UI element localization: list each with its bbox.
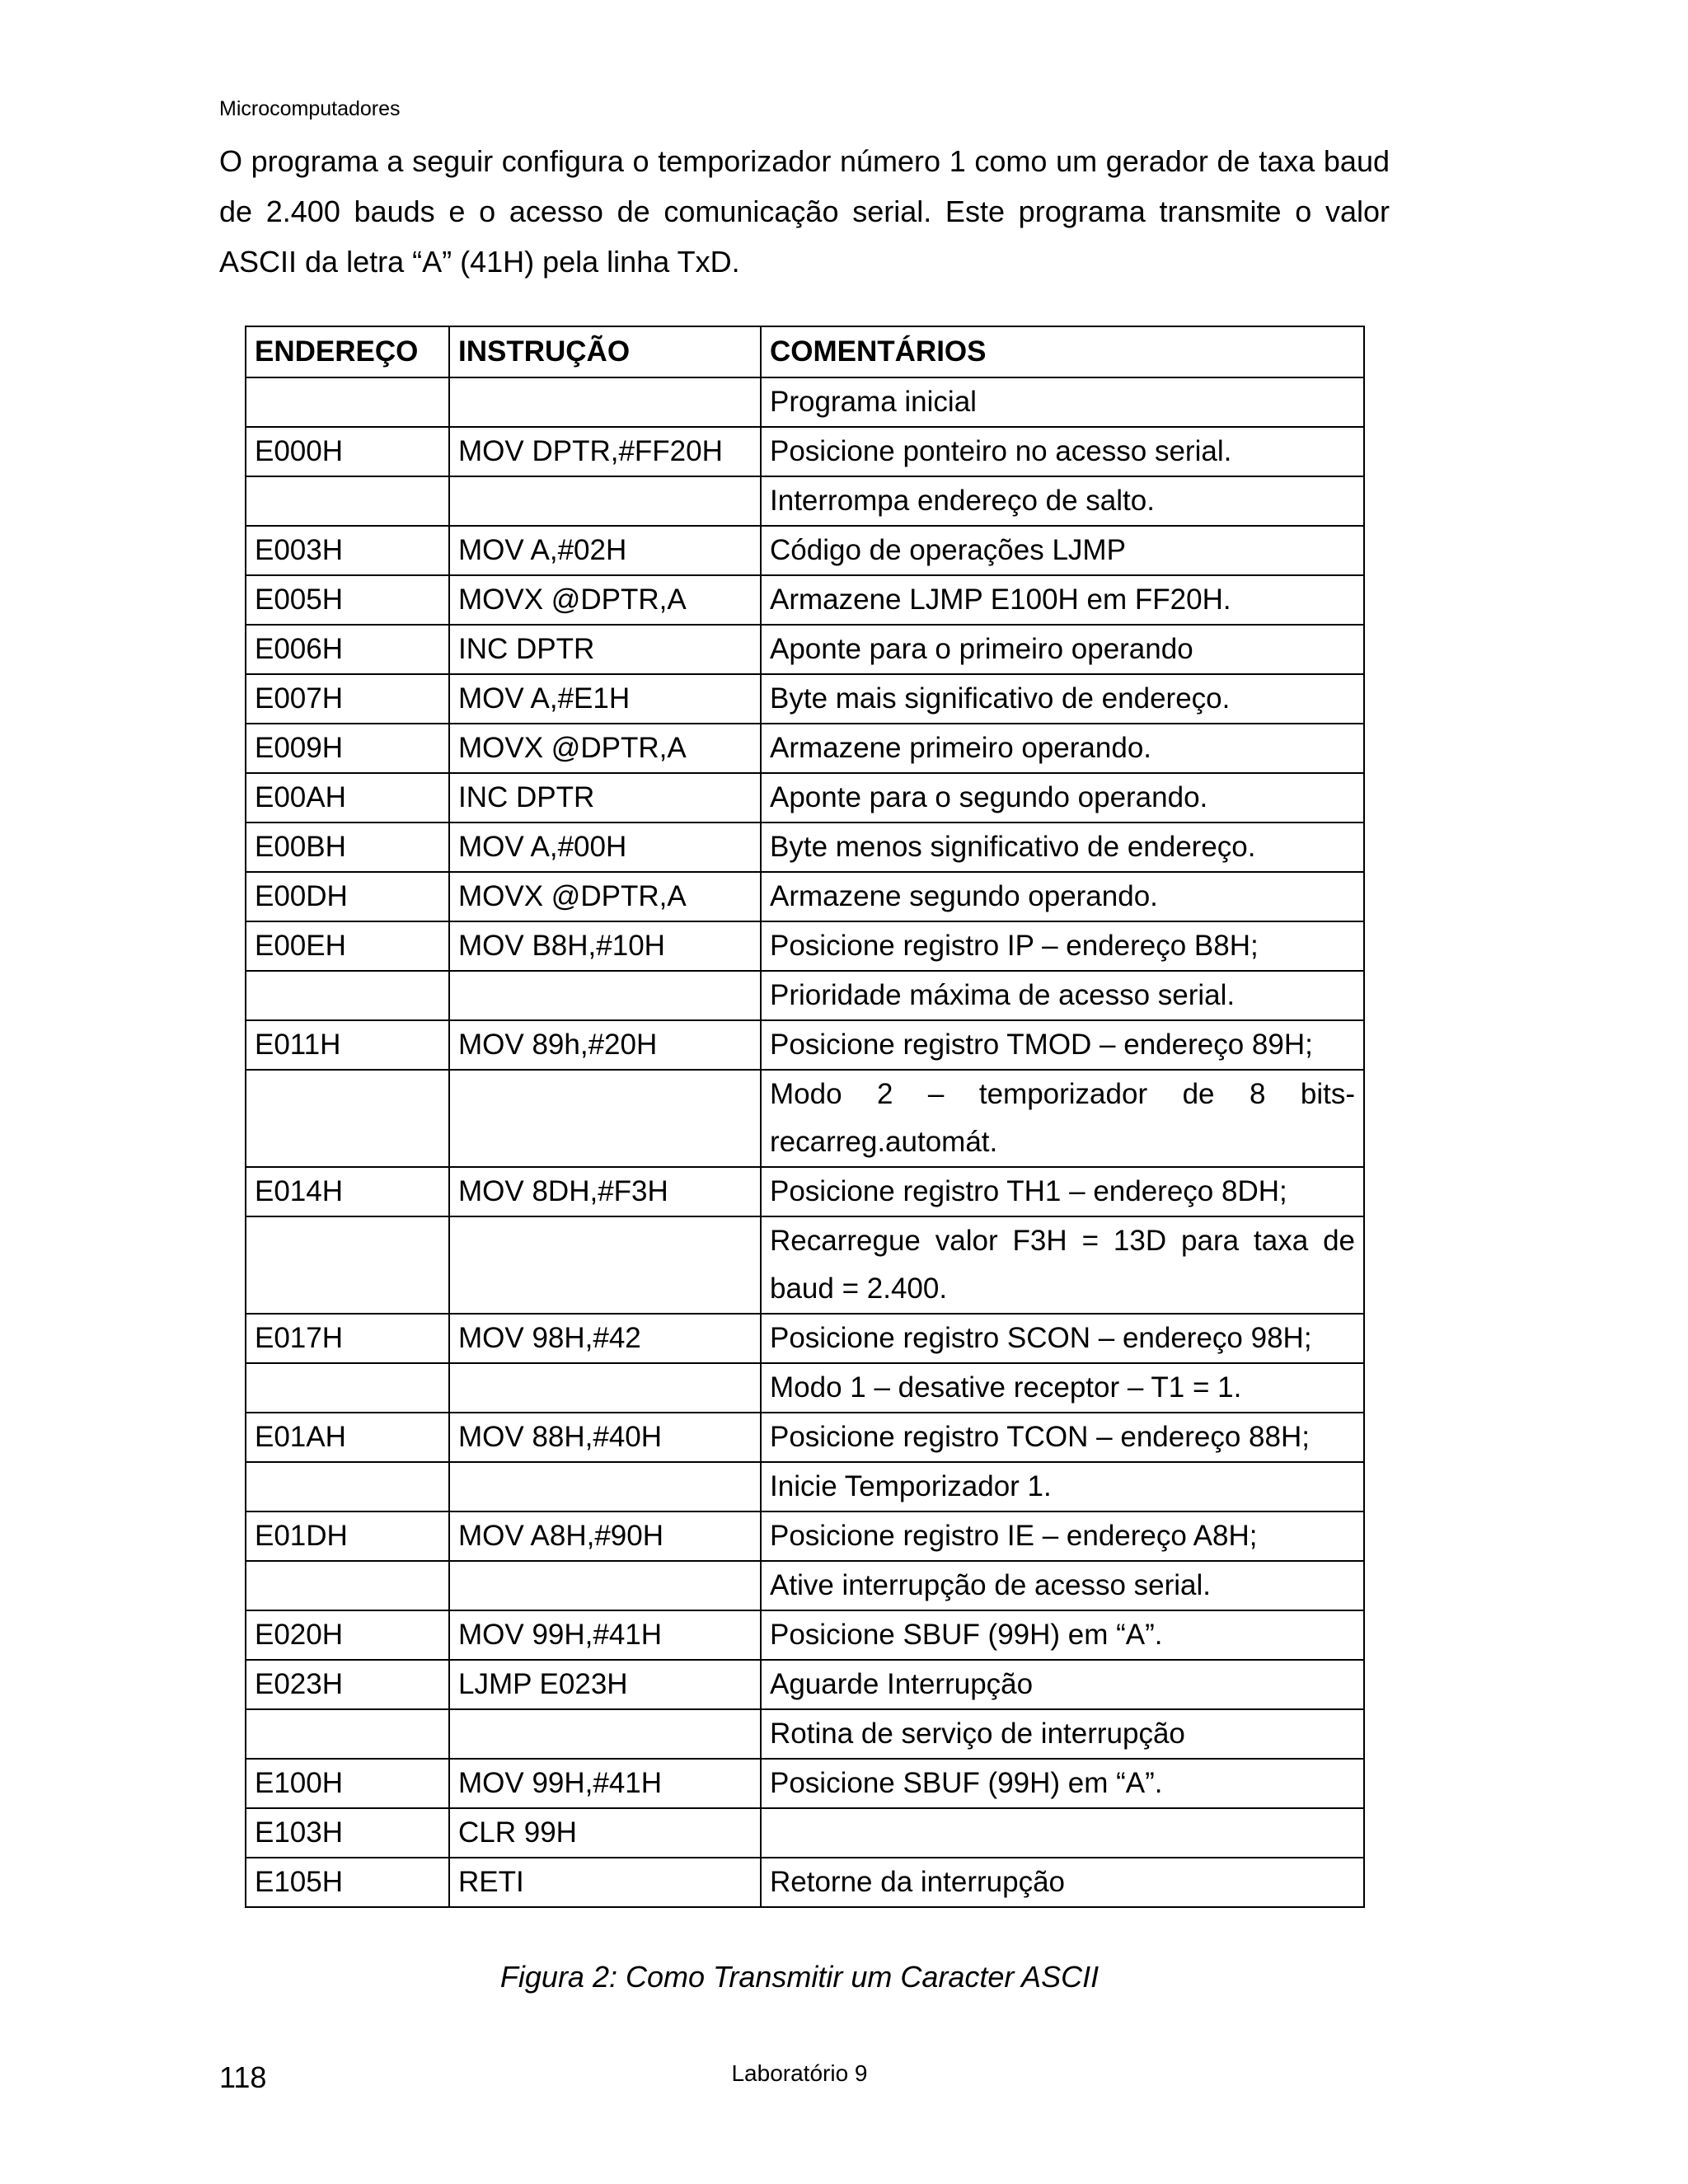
table-row (246, 575, 1364, 625)
instruction-cell (449, 1070, 761, 1167)
instruction-cell: INC DPTR (449, 773, 761, 823)
instruction-cell: INC DPTR (449, 625, 761, 674)
address-cell: E017H (246, 1314, 449, 1363)
table-row (246, 1314, 1364, 1363)
comment-cell: Programa inicial (761, 377, 1364, 427)
address-cell: E105H (246, 1858, 449, 1907)
table-row (246, 1660, 1364, 1709)
header-address: ENDEREÇO (246, 326, 449, 377)
table-row (246, 724, 1364, 773)
instruction-cell: MOV 89h,#20H (449, 1020, 761, 1070)
comment-cell: Posicione SBUF (99H) em “A”. (761, 1759, 1364, 1808)
instruction-cell (449, 1462, 761, 1511)
comment-cell: Posicione SBUF (99H) em “A”. (761, 1610, 1364, 1660)
table-row (246, 427, 1364, 476)
address-cell (246, 1216, 449, 1314)
address-cell: E103H (246, 1808, 449, 1858)
comment-cell: Posicione registro TMOD – endereço 89H; (761, 1020, 1364, 1070)
instruction-cell: MOV 8DH,#F3H (449, 1167, 761, 1216)
comment-cell: Interrompa endereço de salto. (761, 476, 1364, 526)
instruction-cell: CLR 99H (449, 1808, 761, 1858)
table-row (246, 1561, 1364, 1610)
address-cell (246, 1070, 449, 1167)
table-row (246, 1413, 1364, 1462)
comment-cell: Posicione registro SCON – endereço 98H; (761, 1314, 1364, 1363)
address-cell: E00EH (246, 921, 449, 971)
running-header: Microcomputadores (219, 97, 401, 120)
address-cell: E006H (246, 625, 449, 674)
comment-cell: Byte mais significativo de endereço. (761, 674, 1364, 724)
address-cell: E005H (246, 575, 449, 625)
address-cell: E007H (246, 674, 449, 724)
running-footer: Laboratório 9 (731, 2060, 868, 2086)
instruction-cell: MOV B8H,#10H (449, 921, 761, 971)
address-cell: E00AH (246, 773, 449, 823)
comment-cell: Armazene segundo operando. (761, 872, 1364, 921)
address-cell (246, 1709, 449, 1759)
instruction-cell: MOV A,#00H (449, 823, 761, 872)
program-table (245, 326, 1365, 1908)
instruction-cell (449, 1363, 761, 1413)
instruction-cell: MOV DPTR,#FF20H (449, 427, 761, 476)
table-row (246, 1216, 1364, 1314)
table-row (246, 1462, 1364, 1511)
comment-cell: Byte menos significativo de endereço. (761, 823, 1364, 872)
comment-cell: Inicie Temporizador 1. (761, 1462, 1364, 1511)
table-row (246, 377, 1364, 427)
instruction-cell (449, 971, 761, 1020)
table-row (246, 971, 1364, 1020)
instruction-cell: MOVX @DPTR,A (449, 724, 761, 773)
comment-cell: Modo 1 – desative receptor – T1 = 1. (761, 1363, 1364, 1413)
instruction-cell: MOVX @DPTR,A (449, 575, 761, 625)
instruction-cell: RETI (449, 1858, 761, 1907)
instruction-cell: MOVX @DPTR,A (449, 872, 761, 921)
intro-paragraph: O programa a seguir configura o temporizador número 1 como um gerador de taxa baud de 2.400 bauds e o acesso de comunicação serial. Este programa transmite o valor ASCII da letra “A” (41H) pela linha TxD. (219, 144, 1390, 279)
comment-cell: Aponte para o segundo operando. (761, 773, 1364, 823)
instruction-cell: MOV A8H,#90H (449, 1511, 761, 1561)
table-row (246, 1363, 1364, 1413)
table-row (246, 625, 1364, 674)
table-row (246, 921, 1364, 971)
table-row (246, 526, 1364, 575)
table-row (246, 1858, 1364, 1907)
address-cell: E01DH (246, 1511, 449, 1561)
table-row (246, 1709, 1364, 1759)
table-row (246, 1759, 1364, 1808)
comment-cell: Posicione registro TCON – endereço 88H; (761, 1413, 1364, 1462)
address-cell: E01AH (246, 1413, 449, 1462)
address-cell: E100H (246, 1759, 449, 1808)
comment-cell: Modo 2 – temporizador de 8 bits-recarreg.automát. (761, 1070, 1364, 1167)
instruction-cell: MOV 99H,#41H (449, 1759, 761, 1808)
comment-cell: Posicione registro IE – endereço A8H; (761, 1511, 1364, 1561)
comment-cell: Recarregue valor F3H = 13D para taxa de baud = 2.400. (761, 1216, 1364, 1314)
address-cell: E00DH (246, 872, 449, 921)
page-number: 118 (219, 2060, 267, 2094)
address-cell: E011H (246, 1020, 449, 1070)
address-cell (246, 1363, 449, 1413)
comment-cell (761, 1808, 1364, 1858)
instruction-cell (449, 1709, 761, 1759)
instruction-cell (449, 476, 761, 526)
instruction-cell: MOV A,#02H (449, 526, 761, 575)
table-header-row (246, 326, 1364, 377)
table-row (246, 1167, 1364, 1216)
address-cell: E003H (246, 526, 449, 575)
address-cell (246, 1561, 449, 1610)
instruction-cell: MOV 88H,#40H (449, 1413, 761, 1462)
comment-cell: Retorne da interrupção (761, 1858, 1364, 1907)
table-row (246, 1070, 1364, 1167)
comment-cell: Aguarde Interrupção (761, 1660, 1364, 1709)
comment-cell: Armazene primeiro operando. (761, 724, 1364, 773)
table-row (246, 674, 1364, 724)
instruction-cell (449, 1216, 761, 1314)
instruction-cell: MOV 98H,#42 (449, 1314, 761, 1363)
table-row (246, 1610, 1364, 1660)
table-row (246, 1020, 1364, 1070)
address-cell (246, 476, 449, 526)
comment-cell: Posicione ponteiro no acesso serial. (761, 427, 1364, 476)
table-row (246, 823, 1364, 872)
table-row (246, 872, 1364, 921)
address-cell: E00BH (246, 823, 449, 872)
comment-cell: Rotina de serviço de interrupção (761, 1709, 1364, 1759)
table-row (246, 1808, 1364, 1858)
address-cell (246, 377, 449, 427)
address-cell (246, 1462, 449, 1511)
address-cell: E014H (246, 1167, 449, 1216)
table-row (246, 1511, 1364, 1561)
comment-cell: Código de operações LJMP (761, 526, 1364, 575)
program-table-body (246, 377, 1364, 1907)
comment-cell: Prioridade máxima de acesso serial. (761, 971, 1364, 1020)
address-cell: E009H (246, 724, 449, 773)
comment-cell: Ative interrupção de acesso serial. (761, 1561, 1364, 1610)
address-cell (246, 971, 449, 1020)
instruction-cell (449, 1561, 761, 1610)
comment-cell: Posicione registro TH1 – endereço 8DH; (761, 1167, 1364, 1216)
figure-caption: Figura 2: Como Transmitir um Caracter ASCII (499, 1960, 1100, 1994)
table-row (246, 773, 1364, 823)
comment-cell: Aponte para o primeiro operando (761, 625, 1364, 674)
comment-cell: Armazene LJMP E100H em FF20H. (761, 575, 1364, 625)
header-comments: COMENTÁRIOS (761, 326, 1364, 377)
comment-cell: Posicione registro IP – endereço B8H; (761, 921, 1364, 971)
address-cell: E020H (246, 1610, 449, 1660)
address-cell: E023H (246, 1660, 449, 1709)
header-instruction: INSTRUÇÃO (449, 326, 761, 377)
instruction-cell: MOV 99H,#41H (449, 1610, 761, 1660)
address-cell: E000H (246, 427, 449, 476)
instruction-cell: MOV A,#E1H (449, 674, 761, 724)
instruction-cell (449, 377, 761, 427)
instruction-cell: LJMP E023H (449, 1660, 761, 1709)
table-row (246, 476, 1364, 526)
